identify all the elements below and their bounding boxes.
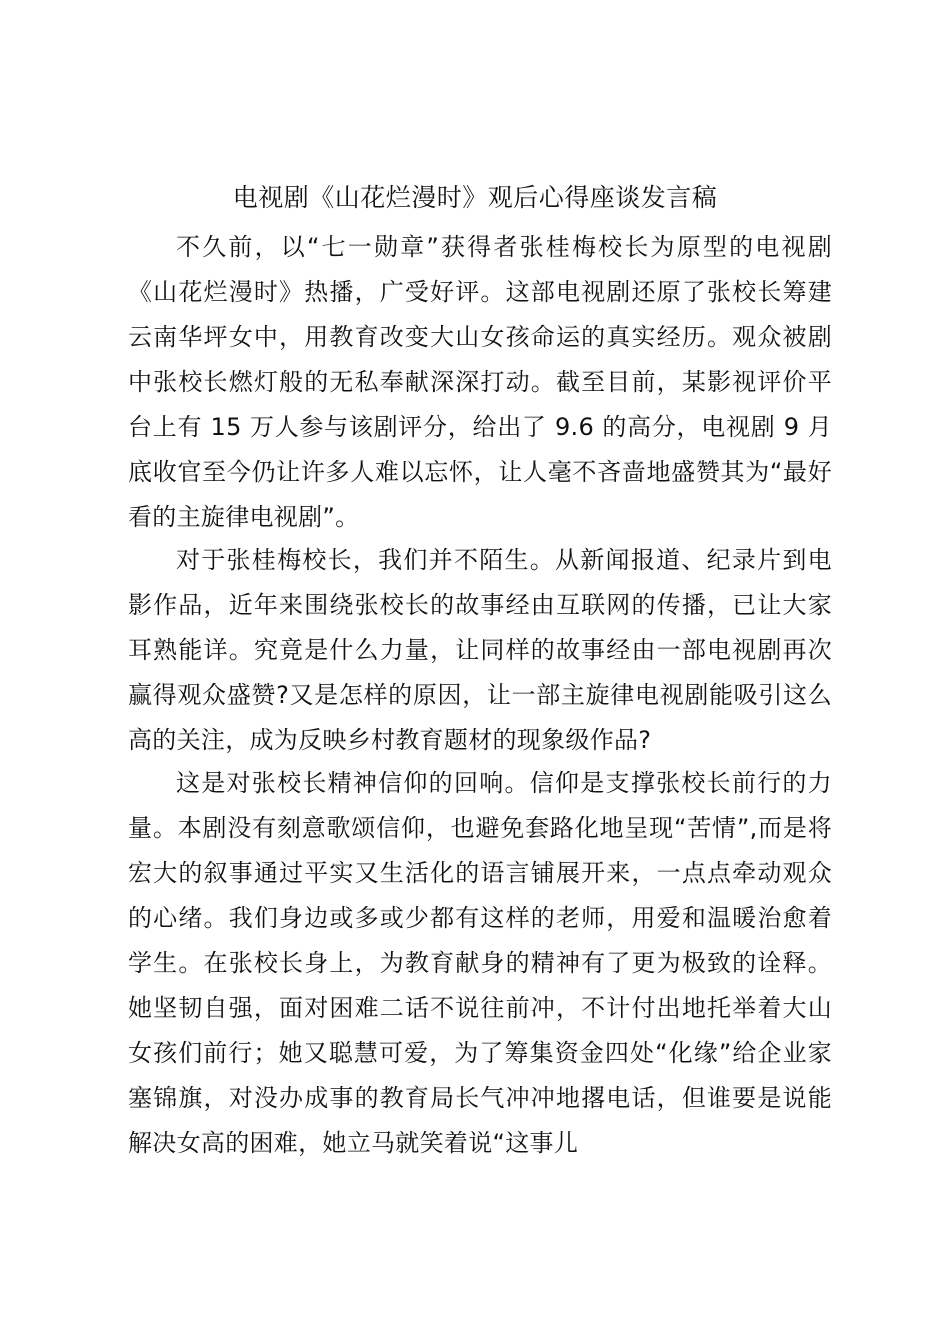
paragraph-3: 这是对张校长精神信仰的回响。信仰是支撑张校长前行的力量。本剧没有刻意歌颂信仰，也避免套路化地呈现“苦情”,而是将宏大的叙事通过平实又生活化的语言铺展开来，一点点牵动观众的心绪。我们身边或多或少都有这样的老师，用爱和温暖治愈着学生。在张校长身上，为教育献身的精神有了更为极致的诠释。她坚韧自强，面对困难二话不说往前冲，不计付出地托举着大山女孩们前行；她又聪慧可爱，为了筹集资金四处“化缘”给企业家塞锦旗，对没办成事的教育局长气冲冲地撂电话，但谁要是说能解决女高的困难，她立马就笑着说“这事儿 (128, 769, 832, 1157)
document-title: 电视剧《山花烂漫时》观后心得座谈发言稿 (232, 183, 718, 212)
paragraph-2: 对于张桂梅校长，我们并不陌生。从新闻报道、纪录片到电影作品，近年来围绕张校长的故事经由互联网的传播，已让大家耳熟能详。究竟是什么力量，让同样的故事经由一部电视剧再次赢得观众盛赞?又是怎样的原因，让一部主旋律电视剧能吸引这么高的关注，成为反映乡村教育题材的现象级作品? (128, 546, 832, 754)
paragraph-1: 不久前，以“七一勋章”获得者张桂梅校长为原型的电视剧《山花烂漫时》热播，广受好评。这部电视剧还原了张校长筹建云南华坪女中，用教育改变大山女孩命运的真实经历。观众被剧中张校长燃灯般的无私奉献深深打动。截至目前，某影视评价平台上有 15 万人参与该剧评分，给出了 9.6 的高分，电视剧 9 月底收官至今仍让许多人难以忘怀，让人毫不吝啬地盛赞其为“最好看的主旋律电视剧”。 (128, 233, 832, 531)
